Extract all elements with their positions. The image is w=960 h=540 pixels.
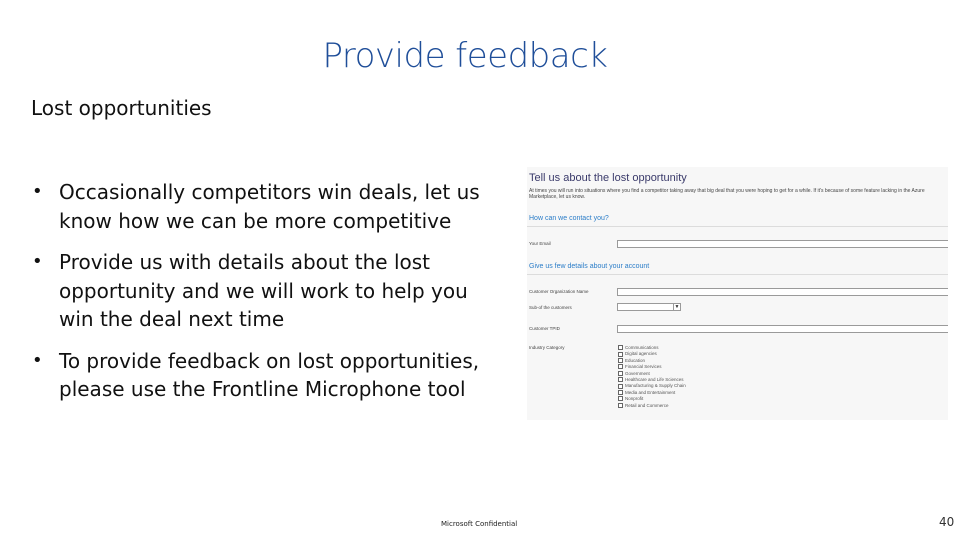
customer-select[interactable] bbox=[617, 303, 681, 311]
form-divider bbox=[527, 226, 948, 227]
chevron-down-icon: ▼ bbox=[674, 304, 680, 310]
industry-option[interactable]: Healthcare and Life Sciences bbox=[618, 377, 686, 383]
industry-option[interactable]: Media and Entertainment bbox=[618, 390, 686, 396]
bullet-icon: • bbox=[32, 181, 43, 202]
checkbox[interactable] bbox=[618, 352, 623, 357]
industry-option[interactable]: Education bbox=[618, 358, 686, 364]
footer-confidential: Microsoft Confidential bbox=[441, 520, 518, 528]
page-number: 40 bbox=[939, 515, 955, 529]
bullet-list bbox=[30, 178, 480, 417]
org-name-field[interactable] bbox=[617, 288, 948, 296]
form-label-tpid: Customer TPID bbox=[529, 326, 560, 331]
industry-option[interactable]: Financial Services bbox=[618, 364, 686, 370]
checkbox[interactable] bbox=[618, 384, 623, 389]
checkbox[interactable] bbox=[618, 377, 623, 382]
industry-checkbox-list bbox=[618, 345, 686, 409]
form-label-select: Sub-of the customers bbox=[529, 305, 572, 310]
form-label-email: Your Email bbox=[529, 241, 551, 246]
slide-subtitle: Lost opportunities bbox=[31, 96, 212, 120]
industry-option[interactable]: Retail and Commerce bbox=[618, 403, 686, 409]
bullet-item bbox=[30, 178, 480, 235]
industry-option[interactable]: Manufacturing & Supply Chain bbox=[618, 383, 686, 389]
checkbox[interactable] bbox=[618, 390, 623, 395]
slide-title: Provide feedback bbox=[322, 36, 608, 76]
industry-option[interactable]: Digital agencies bbox=[618, 351, 686, 357]
bullet-item bbox=[30, 248, 480, 334]
bullet-text: Provide us with details about the lost opportunity and we will work to help you win the deal next time bbox=[59, 250, 468, 331]
bullet-item bbox=[30, 347, 480, 404]
bullet-text: To provide feedback on lost opportunities, please use the Frontline Microphone tool bbox=[59, 348, 480, 401]
form-label-industry: Industry Category bbox=[529, 345, 565, 350]
form-divider bbox=[527, 274, 948, 275]
checkbox[interactable] bbox=[618, 371, 623, 376]
feedback-form-screenshot bbox=[527, 167, 948, 420]
form-section-account: Give us few details about your account bbox=[529, 263, 650, 270]
form-intro-text: At times you will run into situations where you find a competitor taking away that big deal that you were hoping to get for a while. If it's because of some feature lacking in the Azure Marketplace, let us know. bbox=[529, 188, 925, 200]
form-heading: Tell us about the lost opportunity bbox=[529, 172, 687, 184]
form-section-contact: How can we contact you? bbox=[529, 215, 609, 222]
form-label-org: Customer Organization Name bbox=[529, 289, 589, 294]
checkbox[interactable] bbox=[618, 345, 623, 350]
checkbox[interactable] bbox=[618, 364, 623, 369]
checkbox[interactable] bbox=[618, 358, 623, 363]
checkbox[interactable] bbox=[618, 403, 623, 408]
industry-option[interactable]: Nonprofit bbox=[618, 396, 686, 402]
bullet-icon: • bbox=[32, 349, 43, 371]
email-field[interactable] bbox=[617, 240, 948, 248]
bullet-text: Occasionally competitors win deals, let us know how we can be more competitive bbox=[59, 180, 480, 233]
industry-option[interactable]: Communications bbox=[618, 345, 686, 351]
tpid-field[interactable] bbox=[617, 325, 948, 333]
industry-option[interactable]: Government bbox=[618, 371, 686, 377]
bullet-icon: • bbox=[32, 251, 43, 272]
checkbox[interactable] bbox=[618, 396, 623, 401]
